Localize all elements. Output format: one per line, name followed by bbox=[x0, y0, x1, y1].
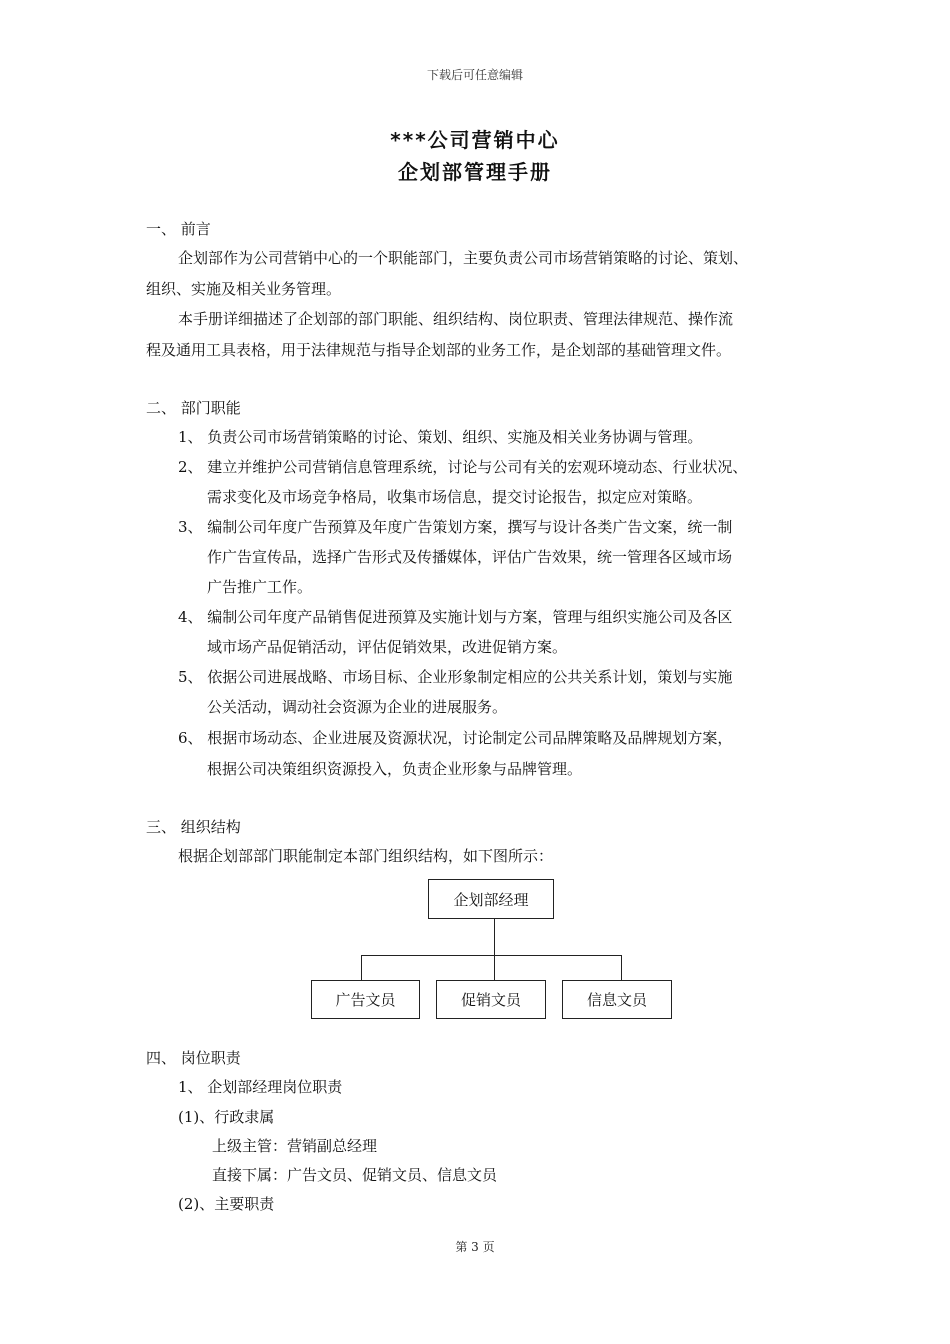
paragraph-line: 企划部作为公司营销中心的一个职能部门，主要负责公司市场营销策略的讨论、策划、 bbox=[178, 249, 749, 267]
section-heading-functions: 二、 部门职能 bbox=[146, 399, 241, 417]
org-connector bbox=[361, 955, 362, 981]
list-item-cont: 域市场产品促销活动，评估促销效果，改进促销方案。 bbox=[207, 638, 568, 656]
org-node-root: 企划部经理 bbox=[428, 879, 554, 919]
section-heading-preface: 一、 前言 bbox=[146, 220, 211, 238]
paragraph-line: 上级主管：营销副总经理 bbox=[212, 1137, 378, 1155]
paragraph-line: 根据企划部部门职能制定本部门组织结构，如下图所示： bbox=[178, 847, 554, 865]
sub-heading: 1、 企划部经理岗位职责 bbox=[178, 1078, 343, 1096]
paragraph-line: 程及通用工具表格，用于法律规范与指导企划部的业务工作，是企划部的基础管理文件。 bbox=[146, 341, 732, 359]
sub-item: (2)、主要职责 bbox=[178, 1195, 275, 1213]
doc-title-line1: ***公司营销中心 bbox=[390, 128, 560, 152]
org-node-child: 广告文员 bbox=[311, 980, 420, 1019]
list-item: 1、 负责公司市场营销策略的讨论、策划、组织、实施及相关业务协调与管理。 bbox=[178, 428, 703, 446]
paragraph-line: 直接下属：广告文员、促销文员、信息文员 bbox=[212, 1166, 498, 1184]
org-connector bbox=[621, 955, 622, 981]
list-item: 5、 依据公司进展战略、市场目标、企业形象制定相应的公共关系计划，策划与实施 bbox=[178, 668, 733, 686]
org-connector bbox=[494, 955, 495, 981]
org-node-child: 信息文员 bbox=[562, 980, 672, 1019]
list-item-cont: 需求变化及市场竞争格局，收集市场信息，提交讨论报告，拟定应对策略。 bbox=[207, 488, 703, 506]
sub-item: (1)、行政隶属 bbox=[178, 1108, 275, 1126]
list-item: 6、 根据市场动态、企业进展及资源状况，讨论制定公司品牌策略及品牌规划方案， bbox=[178, 729, 733, 747]
list-item-cont: 广告推广工作。 bbox=[207, 578, 313, 596]
list-item: 4、 编制公司年度产品销售促进预算及实施计划与方案，管理与组织实施公司及各区 bbox=[178, 608, 733, 626]
paragraph-line: 组织、实施及相关业务管理。 bbox=[146, 280, 342, 298]
org-connector bbox=[361, 955, 622, 956]
section-heading-duties: 四、 岗位职责 bbox=[146, 1049, 241, 1067]
paragraph-line: 本手册详细描述了企划部的部门职能、组织结构、岗位职责、管理法律规范、操作流 bbox=[178, 310, 734, 328]
list-item: 3、 编制公司年度广告预算及年度广告策划方案，撰写与设计各类广告文案，统一制 bbox=[178, 518, 733, 536]
page-number: 第 3 页 bbox=[455, 1240, 495, 1254]
list-item-cont: 公关活动，调动社会资源为企业的进展服务。 bbox=[207, 698, 508, 716]
list-item: 2、 建立并维护公司营销信息管理系统，讨论与公司有关的宏观环境动态、行业状况、 bbox=[178, 458, 748, 476]
list-item-cont: 根据公司决策组织资源投入，负责企业形象与品牌管理。 bbox=[207, 760, 583, 778]
list-item-cont: 作广告宣传品，选择广告形式及传播媒体，评估广告效果，统一管理各区域市场 bbox=[207, 548, 733, 566]
section-heading-structure: 三、 组织结构 bbox=[146, 818, 241, 836]
page-header: 下载后可任意编辑 bbox=[426, 68, 523, 82]
doc-title-line2: 企划部管理手册 bbox=[398, 160, 552, 184]
org-connector bbox=[494, 919, 495, 956]
org-node-child: 促销文员 bbox=[436, 980, 546, 1019]
